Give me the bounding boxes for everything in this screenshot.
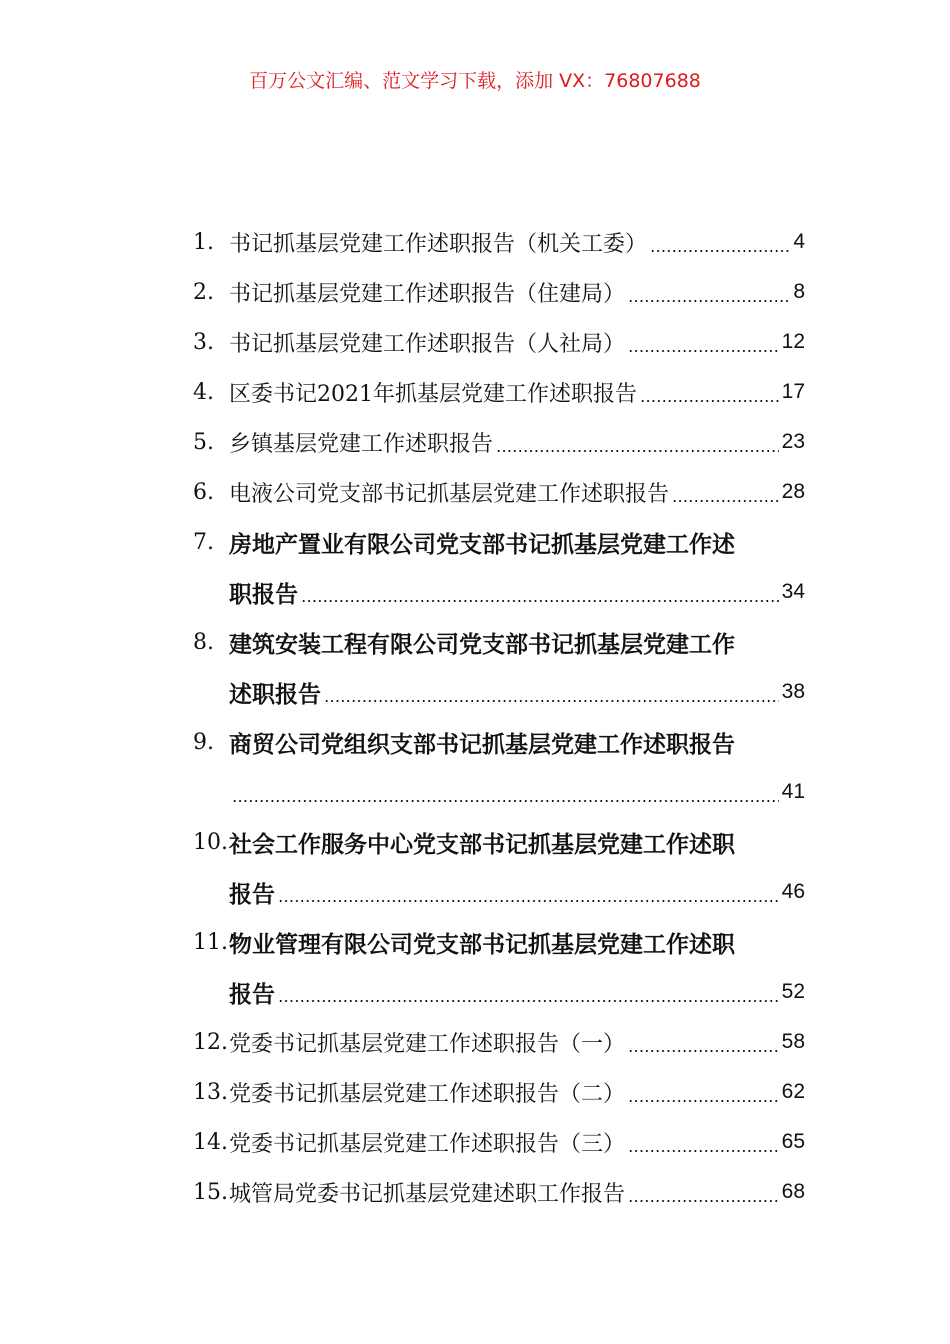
toc-number: 14. bbox=[193, 1129, 228, 1155]
dot-leader bbox=[324, 700, 779, 702]
toc-entry-8[interactable] bbox=[193, 617, 805, 717]
dot-leader bbox=[672, 500, 779, 502]
toc-entry-1[interactable] bbox=[193, 217, 805, 267]
toc-page-number: 65 bbox=[781, 1130, 805, 1153]
toc-title-line2: 职报告 bbox=[229, 581, 298, 608]
dot-leader bbox=[628, 300, 790, 302]
dot-leader bbox=[278, 1000, 779, 1002]
table-of-contents bbox=[193, 217, 805, 1217]
toc-page-number: 17 bbox=[781, 380, 805, 403]
toc-entry-5[interactable] bbox=[193, 417, 805, 467]
toc-number: 6. bbox=[193, 479, 214, 505]
dot-leader bbox=[301, 600, 779, 602]
toc-page-number: 8 bbox=[793, 280, 805, 303]
toc-number: 8. bbox=[193, 629, 214, 655]
toc-title: 书记抓基层党建工作述职报告（住建局） bbox=[229, 281, 626, 307]
toc-title: 电液公司党支部书记抓基层党建工作述职报告 bbox=[229, 481, 670, 507]
toc-title-line1: 商贸公司党组织支部书记抓基层党建工作述职报告 bbox=[229, 731, 735, 758]
toc-page-number: 12 bbox=[781, 330, 805, 353]
toc-title-line2: 报告 bbox=[229, 881, 275, 908]
toc-page-number: 62 bbox=[781, 1080, 805, 1103]
toc-entry-2[interactable] bbox=[193, 267, 805, 317]
toc-title: 书记抓基层党建工作述职报告（机关工委） bbox=[229, 231, 648, 257]
toc-page-number: 23 bbox=[781, 430, 805, 453]
dot-leader bbox=[278, 900, 779, 902]
toc-entry-14[interactable] bbox=[193, 1117, 805, 1167]
toc-page-number: 46 bbox=[781, 880, 805, 903]
toc-page-number: 4 bbox=[793, 230, 805, 253]
toc-title: 城管局党委书记抓基层党建述职工作报告 bbox=[229, 1181, 626, 1207]
toc-title-line1: 建筑安装工程有限公司党支部书记抓基层党建工作 bbox=[229, 631, 735, 658]
toc-page-number: 38 bbox=[781, 680, 805, 703]
toc-entry-9[interactable] bbox=[193, 717, 805, 817]
toc-entry-13[interactable] bbox=[193, 1067, 805, 1117]
dot-leader bbox=[232, 800, 779, 802]
toc-number: 12. bbox=[193, 1029, 228, 1055]
toc-page-number: 41 bbox=[781, 780, 805, 803]
toc-title-line1: 房地产置业有限公司党支部书记抓基层党建工作述 bbox=[229, 531, 735, 558]
toc-entry-3[interactable] bbox=[193, 317, 805, 367]
toc-title-line1: 物业管理有限公司党支部书记抓基层党建工作述职 bbox=[229, 931, 735, 958]
toc-title: 党委书记抓基层党建工作述职报告（三） bbox=[229, 1131, 626, 1157]
toc-number: 13. bbox=[193, 1079, 228, 1105]
dot-leader bbox=[628, 1100, 779, 1102]
dot-leader bbox=[640, 400, 779, 402]
toc-number: 3. bbox=[193, 329, 214, 355]
toc-title-line2: 报告 bbox=[229, 981, 275, 1008]
toc-number: 10. bbox=[193, 829, 228, 855]
dot-leader bbox=[496, 450, 779, 452]
toc-page-number: 68 bbox=[781, 1180, 805, 1203]
toc-number: 11. bbox=[193, 929, 228, 955]
toc-entry-10[interactable] bbox=[193, 817, 805, 917]
toc-title-line2: 述职报告 bbox=[229, 681, 321, 708]
toc-page-number: 28 bbox=[781, 480, 805, 503]
toc-entry-11[interactable] bbox=[193, 917, 805, 1017]
dot-leader bbox=[628, 1200, 779, 1202]
toc-entry-4[interactable] bbox=[193, 367, 805, 417]
dot-leader bbox=[628, 350, 779, 352]
toc-page-number: 58 bbox=[781, 1030, 805, 1053]
toc-title: 党委书记抓基层党建工作述职报告（二） bbox=[229, 1081, 626, 1107]
toc-number: 7. bbox=[193, 529, 214, 555]
toc-title: 书记抓基层党建工作述职报告（人社局） bbox=[229, 331, 626, 357]
toc-number: 9. bbox=[193, 729, 214, 755]
toc-number: 4. bbox=[193, 379, 214, 405]
toc-entry-6[interactable] bbox=[193, 467, 805, 517]
dot-leader bbox=[628, 1050, 779, 1052]
toc-number: 15. bbox=[193, 1179, 228, 1205]
toc-number: 2. bbox=[193, 279, 214, 305]
toc-title: 乡镇基层党建工作述职报告 bbox=[229, 431, 494, 457]
dot-leader bbox=[650, 250, 790, 252]
toc-title: 党委书记抓基层党建工作述职报告（一） bbox=[229, 1031, 626, 1057]
dot-leader bbox=[628, 1150, 779, 1152]
page-header-watermark: 百万公文汇编、范文学习下载，添加 VX：76807688 bbox=[249, 70, 701, 92]
toc-entry-7[interactable] bbox=[193, 517, 805, 617]
toc-title-line1: 社会工作服务中心党支部书记抓基层党建工作述职 bbox=[229, 831, 735, 858]
toc-entry-15[interactable] bbox=[193, 1167, 805, 1217]
toc-title: 区委书记2021年抓基层党建工作述职报告 bbox=[229, 381, 637, 407]
toc-number: 5. bbox=[193, 429, 214, 455]
toc-page-number: 34 bbox=[781, 580, 805, 603]
toc-number: 1. bbox=[193, 229, 214, 255]
toc-page-number: 52 bbox=[781, 980, 805, 1003]
toc-entry-12[interactable] bbox=[193, 1017, 805, 1067]
